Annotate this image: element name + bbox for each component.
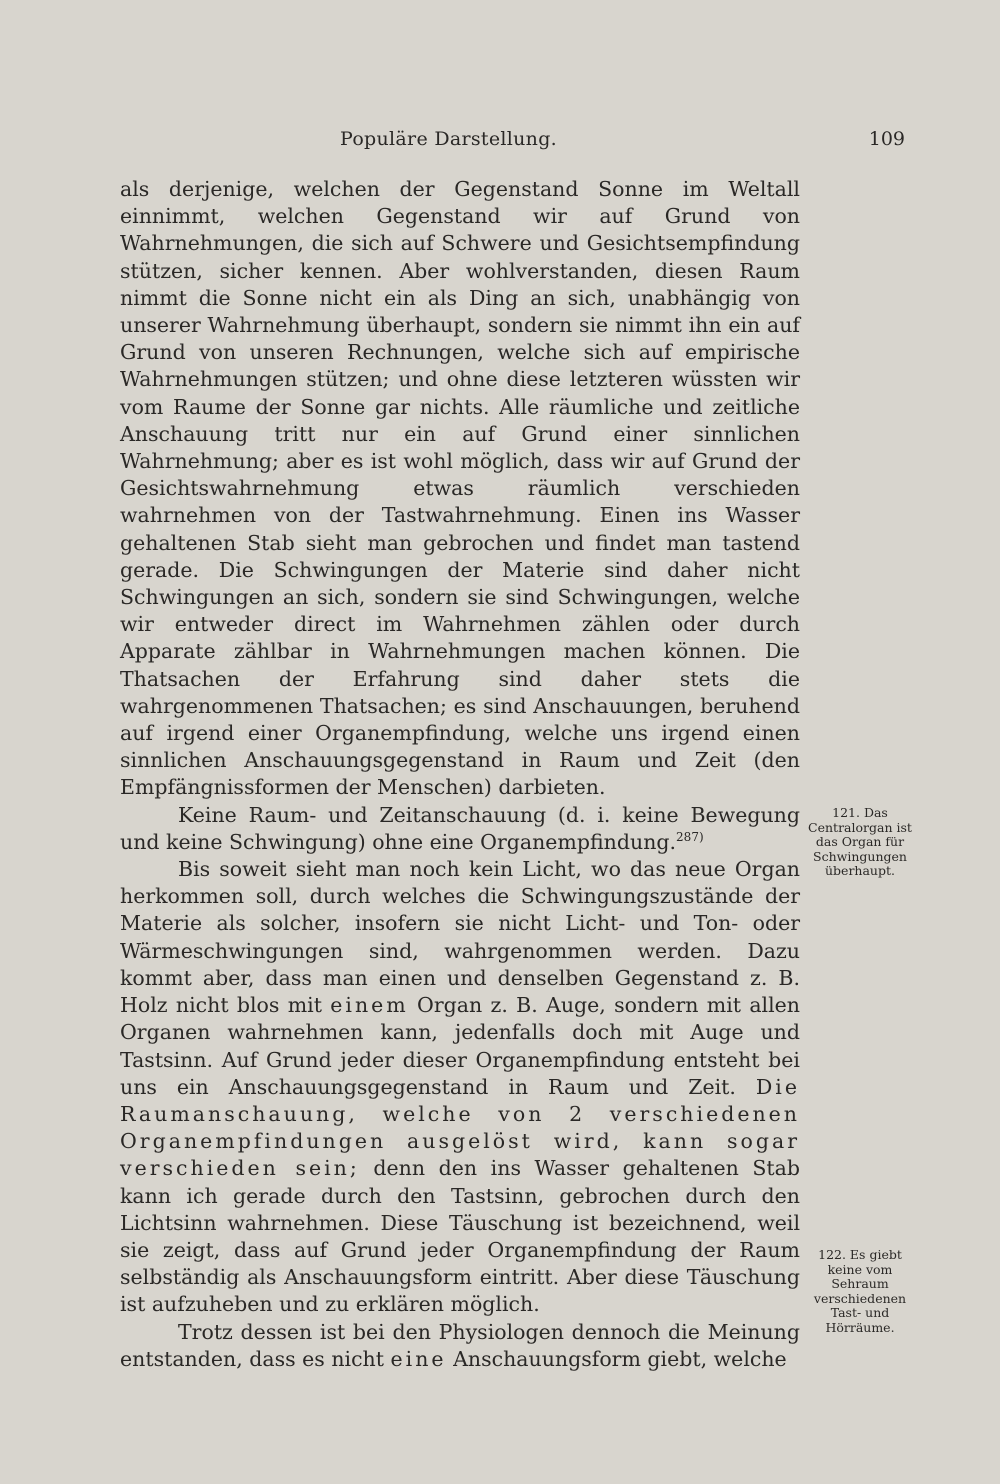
emphasized-text: einem [330,993,409,1018]
body-text [120,176,800,1373]
running-head: Populäre Darstellung. [340,128,558,150]
paragraph-text: Trotz dessen ist bei den Physiologen dennoch die Meinung entstanden, dass es nicht [120,1319,800,1371]
paragraph-continued: als derjenige, welchen der Gegenstand Sonne im Weltall einnimmt, welchen Gegenstand wir auf Grund von Wahrnehmungen, die sich auf Schwere und Gesichtsempfindung stützen, sicher kennen. Aber wohlverstanden, diesen Raum nimmt die Sonne nicht ein als Ding an sich, unabhängig von unserer Wahrnehmung überhaupt, sondern sie nimmt ihn ein auf Grund von unseren Rechnungen, welche sich auf empirische Wahrnehmungen stützen; und ohne diese letzteren wüssten wir vom Raume der Sonne gar nichts. Alle räumliche und zeitliche Anschauung tritt nur ein auf Grund einer sinnlichen Wahrnehmung; aber es ist wohl möglich, dass wir auf Grund der Gesichtswahrnehmung etwas räumlich verschieden wahrnehmen von der Tastwahrnehmung. Einen ins Wasser gehaltenen Stab sieht man gebrochen und findet man tastend gerade. Die Schwingungen der Materie sind daher nicht Schwingungen an sich, sondern sie sind Schwingungen, welche wir entweder direct im Wahrnehmen zählen oder durch Apparate zählbar in Wahrnehmungen machen können. Die Thatsachen der Erfahrung sind daher stets die wahrgenommenen Thatsachen; es sind Anschauungen, beruhend auf irgend einer Organempfindung, welche uns irgend einen sinnlichen Anschauungsgegenstand in Raum und Zeit (den Empfängnissformen der Menschen) darbieten. [120,177,800,800]
page-header [120,128,905,158]
page-number: 109 [868,128,905,150]
margin-note-121: 121. Das Centralorgan ist das Organ für Schwingungen überhaupt. [808,805,912,878]
emphasized-text: Die Raumanschauung, welche von 2 verschiedenen Organempfindungen ausgelöst wird, kann sogar verschieden sein; [120,1074,800,1181]
paragraph-text: Organ z. B. Auge, sondern mit allen Organen wahrnehmen kann, jedenfalls doch mit Auge und Tastsinn. Auf Grund jeder dieser Organempfindung entsteht bei uns ein Anschauungsgegenstand in Raum und Zeit. [120,993,800,1099]
emphasized-text: eine [390,1346,447,1371]
paragraph-text: Keine Raum- und Zeitanschauung (d. i. keine Bewegung und keine Schwingung) ohne eine Organempfindung. [120,802,800,854]
paragraph-text: denn den ins Wasser gehaltenen Stab kann ich gerade durch den Tastsinn, gebrochen durch den Lichtsinn wahrnehmen. Diese Täuschung ist bezeichnend, weil sie zeigt, dass auf Grund jeder Organempfindung der Raum selbständig als Anschauungsform eintritt. Aber diese Täuschung ist aufzuheben und zu erklären möglich. [120,1156,800,1317]
footnote-reference: 287) [676,830,704,845]
margin-note-122: 122. Es giebt keine vom Sehraum verschiedenen Tast- und Hörräume. [813,1247,907,1335]
paragraph-text: Anschauungsform giebt, welche [446,1346,787,1371]
paragraph-central-organ [120,856,800,1318]
paragraph-physiologists [120,1319,800,1373]
paragraph-organ-sensation [120,802,800,856]
paragraph-text: Bis soweit sieht man noch kein Licht, wo das neue Organ herkommen soll, durch welches die Schwingungszustände der Materie als solcher, insofern sie nicht Licht- und Ton- oder Wärmeschwingungen sind, wahrgenommen werden. Dazu kommt aber, dass man einen und denselben Gegenstand z. B. Holz nicht blos mit [120,857,800,1018]
